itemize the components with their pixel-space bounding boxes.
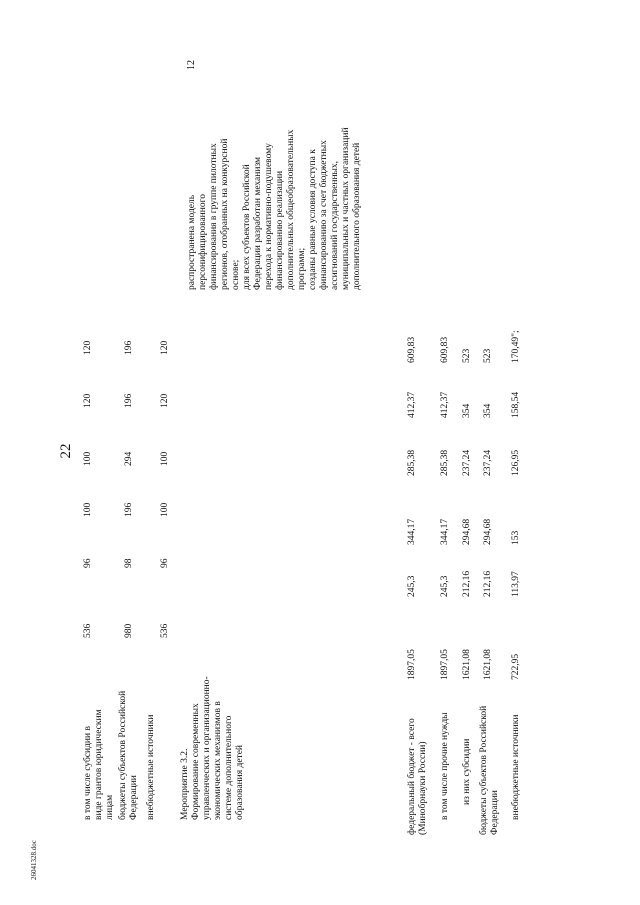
page-number: 22 — [58, 443, 74, 459]
row-label: в том числе прочие нужды — [440, 712, 450, 820]
table-cell: 245,3 — [440, 575, 450, 597]
table-cell: 285,38 — [440, 449, 450, 476]
row-label: Мероприятие 3.2. Формирование современных управленческих и организационно- экономических механизмов в системе дополнительного образования детей — [180, 676, 245, 820]
table-cell: 245,3 — [407, 575, 417, 597]
table-cell: 722,95 — [511, 653, 521, 680]
table-cell: 120 — [83, 393, 93, 408]
table-cell: 412,37 — [440, 391, 450, 418]
table-cell: 113,97 — [511, 571, 521, 597]
table-cell: 285,38 — [407, 449, 417, 476]
table-cell: 412,37 — [407, 391, 417, 418]
table-cell: 120 — [160, 340, 170, 355]
table-cell: 536 — [83, 623, 93, 638]
row-label: из них субсидии — [462, 738, 472, 805]
table-cell: 294 — [124, 451, 134, 466]
table-cell: 1897,05 — [407, 649, 417, 680]
table-cell: 120 — [160, 393, 170, 408]
table-cell: 237,24 — [462, 449, 472, 476]
table-cell: 100 — [83, 451, 93, 466]
table-cell: 1897,05 — [440, 649, 450, 680]
table-cell: 354 — [483, 403, 493, 418]
table-cell: 294,68 — [462, 518, 472, 545]
table-cell: 212,16 — [462, 570, 472, 597]
table-cell: 100 — [160, 502, 170, 517]
row-label: внебюджетные источники — [511, 714, 521, 820]
row-label: внебюджетные источники — [146, 714, 156, 820]
table-cell: 523 — [483, 348, 493, 363]
table-cell: 344,17 — [440, 518, 450, 545]
table-cell: 294,68 — [483, 518, 493, 545]
table-cell: 158,54 — [511, 391, 521, 418]
row-label: в том числе субсидии в виде грантов юридическим лицам — [83, 709, 115, 820]
table-cell: 196 — [124, 340, 134, 355]
table-cell: 344,17 — [407, 518, 417, 545]
row-label: бюджеты субъектов Российской Федерации — [479, 705, 500, 835]
table-cell: 98 — [124, 558, 134, 568]
table-cell: 1621,08 — [483, 649, 493, 680]
footer-filename: 26041328.doc — [30, 840, 38, 880]
table-cell: 196 — [124, 502, 134, 517]
table-cell: 536 — [160, 623, 170, 638]
table-cell: 100 — [83, 502, 93, 517]
table-cell: 212,16 — [483, 570, 493, 597]
table-cell: 980 — [124, 623, 134, 638]
table-cell: 100 — [160, 451, 170, 466]
table-cell: 196 — [124, 393, 134, 408]
table-cell: 237,24 — [483, 449, 493, 476]
table-cell: 1621,08 — [462, 649, 472, 680]
side-page-number: 12 — [186, 60, 197, 70]
table-cell: 153 — [511, 530, 521, 545]
table-cell: 120 — [83, 340, 93, 355]
table-cell: 126,95 — [511, 449, 521, 476]
table-cell: 170,49"; — [511, 330, 521, 363]
table-cell: 523 — [462, 348, 472, 363]
row-label: бюджеты субъектов Российской Федерации — [118, 690, 139, 820]
table-cell: 609,83 — [440, 336, 450, 363]
row-label: федеральный бюджет - всего (Минобрнауки России) — [407, 718, 428, 835]
results-text: распространена модель персонифицированного финансирования в группе пилотных регионов, отобранных на конкурсной основе; для всех субъектов Российской Федерации разработан механизм перехода к нормативно-подушевому финансированию реализации дополнительных общеобразовательных программ; созданы равные условия доступа к финансированию за счет бюджетных ассигнований государственных, муниципальных и частных организаций дополнительного образования детей — [187, 127, 362, 290]
table-cell: 609,83 — [407, 336, 417, 363]
table-cell: 96 — [160, 558, 170, 568]
table-cell: 96 — [83, 558, 93, 568]
table-cell: 354 — [462, 403, 472, 418]
